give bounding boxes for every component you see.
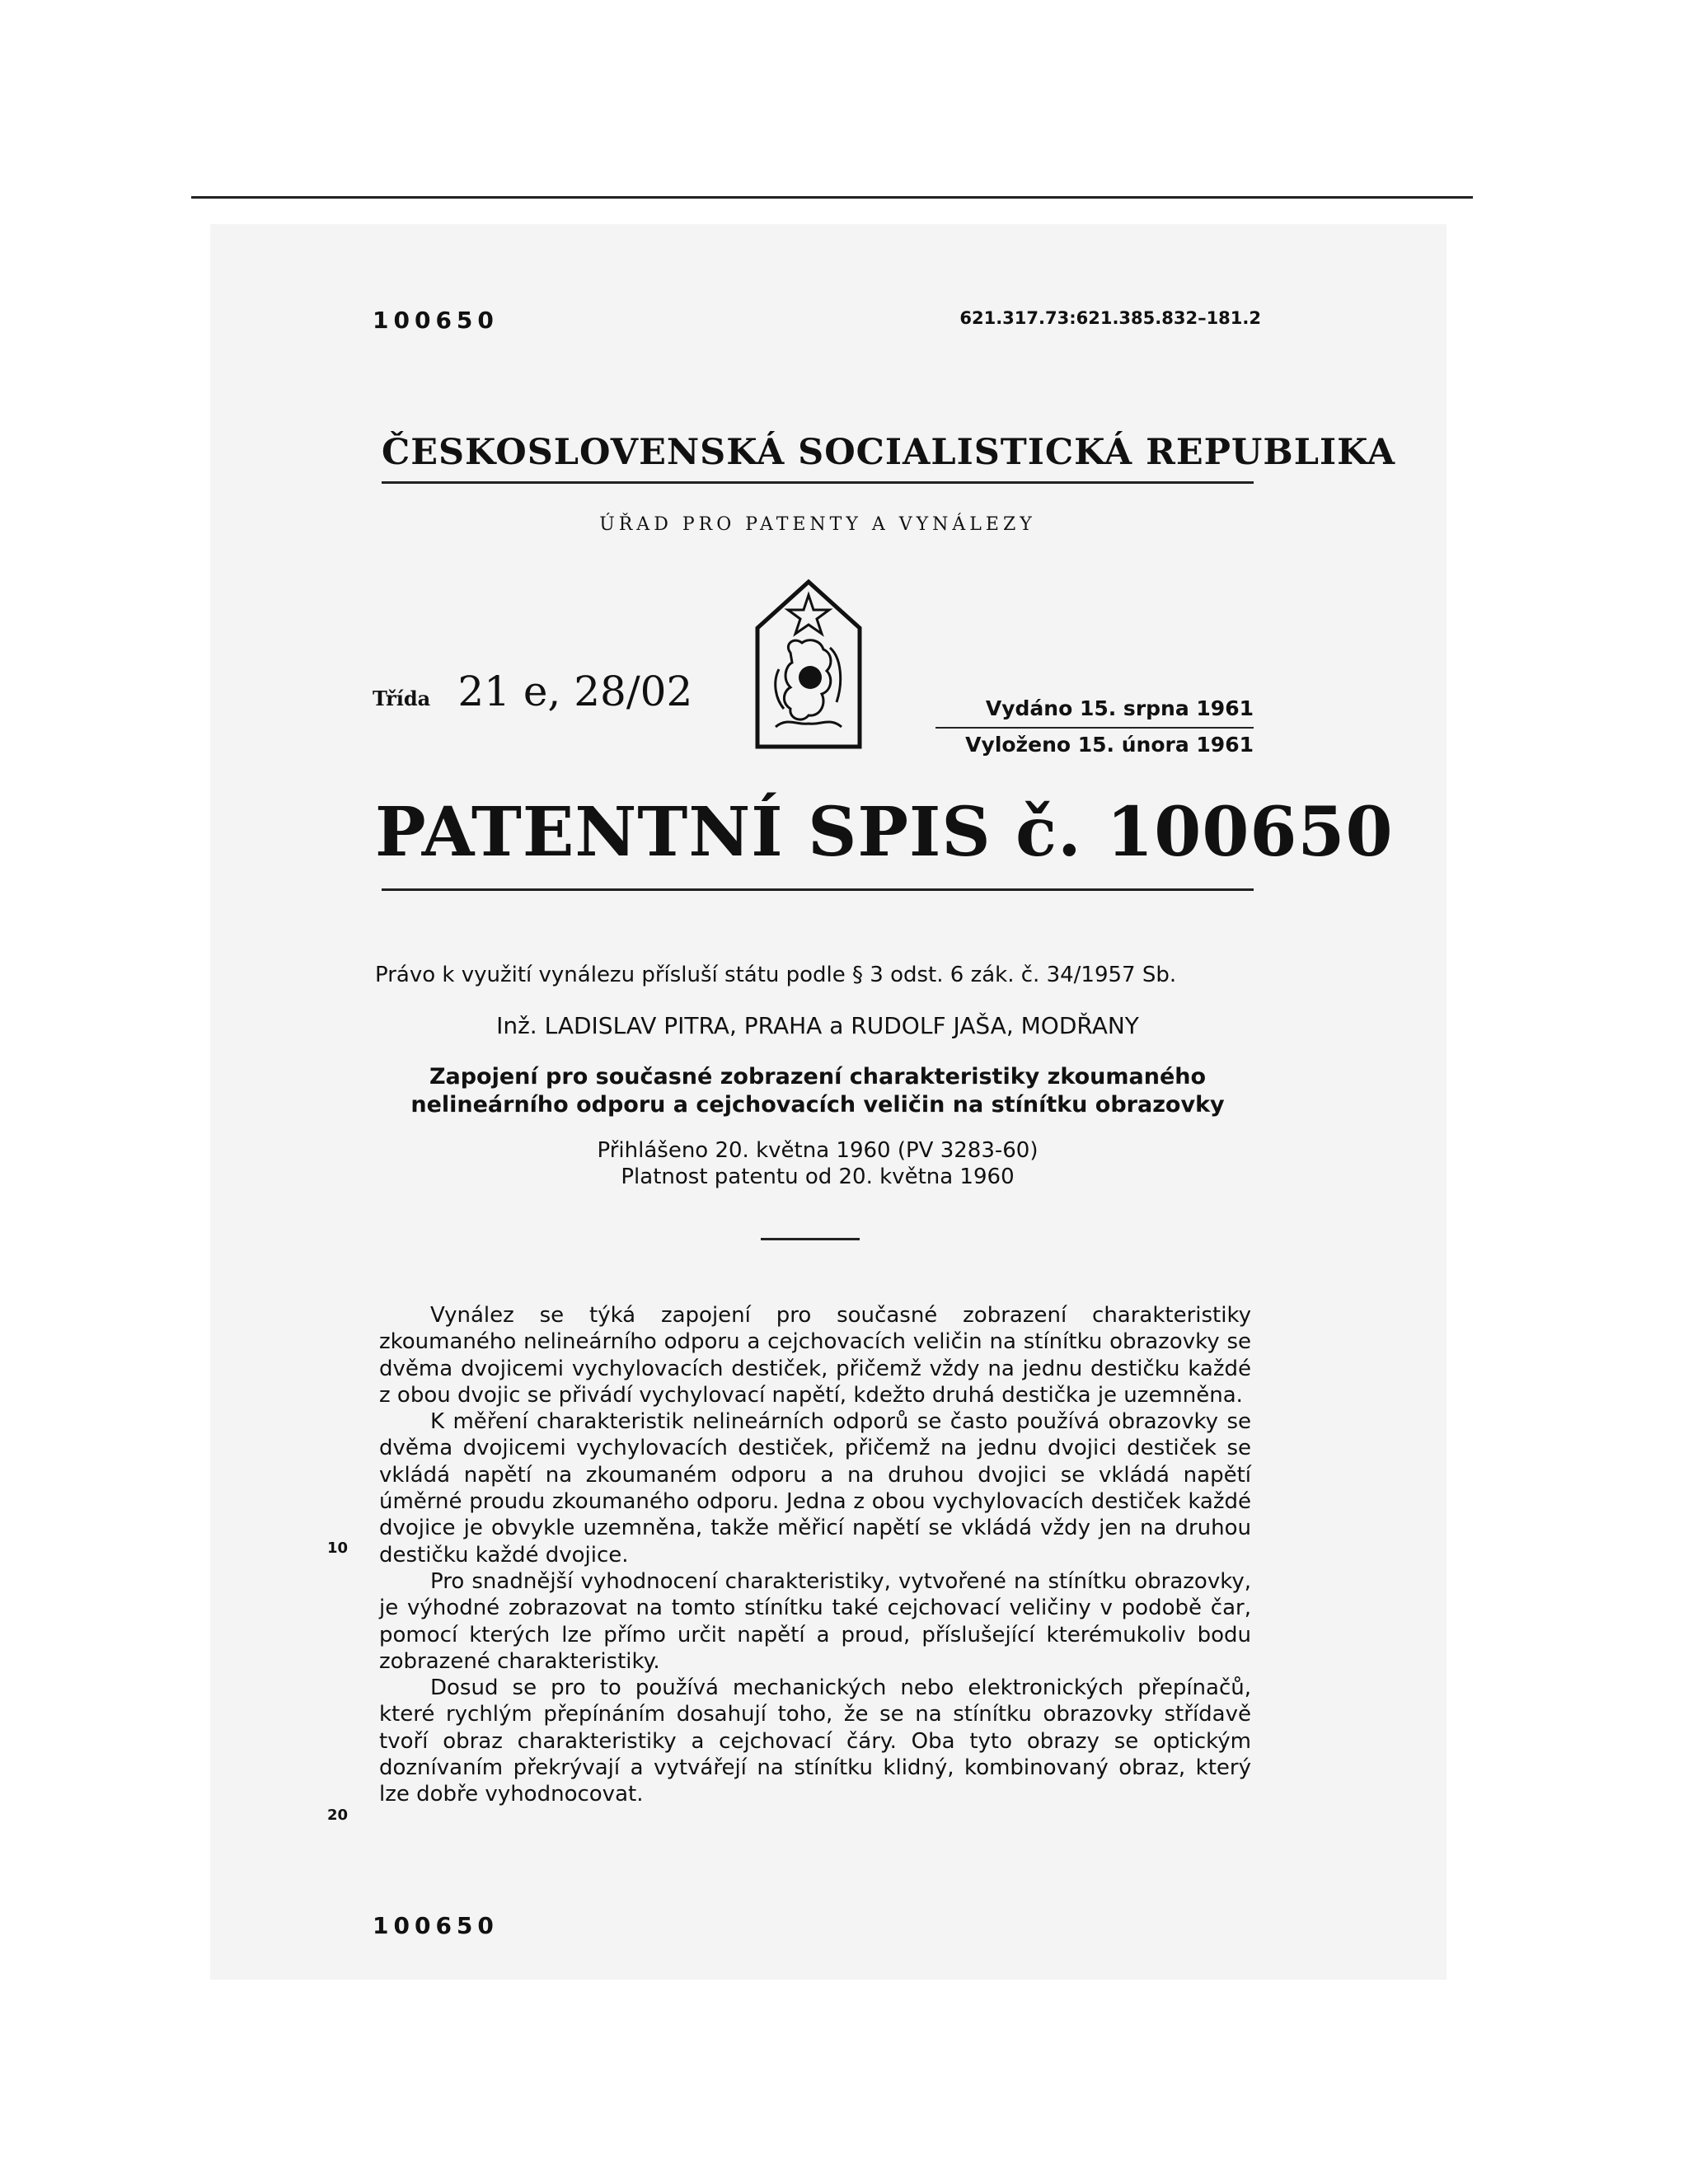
udc-code: 621.317.73:621.385.832–181.2 — [959, 308, 1261, 328]
laid-open-date: Vyloženo 15. února 1961 — [965, 733, 1254, 757]
classification — [373, 668, 692, 715]
filing-line: Platnost patentu od 20. května 1960 — [621, 1165, 1015, 1189]
coat-of-arms-icon — [751, 579, 866, 752]
line-number: 10 — [327, 1540, 349, 1557]
authors: Inž. LADISLAV PITRA, PRAHA a RUDOLF JAŠA, MODŘANY — [496, 1012, 1139, 1039]
dates-rule — [935, 727, 1254, 729]
classification-label: Třída — [373, 687, 431, 710]
republic-rule — [382, 481, 1254, 484]
body-paragraph: Pro snadnější vyhodnocení charakteristiky, vytvořené na stínítku obrazovky, je výhodné zobrazovat na tomto stínítku také cejchovací veličiny v podobě čar, pomocí kterých lze přímo určit napětí a proud, příslušející kterémukoliv bodu zobrazené charakteristiky. — [379, 1568, 1251, 1674]
section-divider — [761, 1238, 860, 1240]
scanned-page — [210, 224, 1447, 1980]
invention-title-line: Zapojení pro současné zobrazení charakteristiky zkoumaného — [429, 1064, 1207, 1090]
filing-line: Přihlášeno 20. května 1960 (PV 3283-60) — [597, 1138, 1039, 1163]
issued-date: Vydáno 15. srpna 1961 — [985, 696, 1254, 720]
doc-number-top: 100650 — [373, 307, 499, 334]
body-paragraph: Vynález se týká zapojení pro současné zobrazení charakteristiky zkoumaného nelineárního odporu a cejchovacích veličin na stínítku obrazovky se dvěma dvojicemi vychylovacích destiček, přičemž vždy na jednu destičku každé z obou dvojic se přivádí vychylovací napětí, kdežto druhá destička je uzemněna. — [379, 1303, 1251, 1408]
line-number: 20 — [327, 1807, 349, 1824]
body-text — [379, 1302, 1251, 1808]
filing-info — [210, 1137, 1425, 1190]
patent-title: PATENTNÍ SPIS č. 100650 — [375, 793, 1394, 872]
doc-number-bottom: 100650 — [373, 1912, 499, 1939]
invention-title — [210, 1063, 1425, 1119]
top-rule — [191, 196, 1473, 199]
body-paragraph: Dosud se pro to používá mechanických nebo elektronických přepínačů, které rychlým přepínáním dosahují toho, že se na stínítku obrazovky střídavě tvoří obraz charakteristiky a cejchovací čáry. Oba tyto obrazy se optickým doznívaním překrývají a vytvářejí na stínítku klidný, kombinovaný obraz, který lze dobře vyhodnocovat. — [379, 1675, 1251, 1807]
rights-statement: Právo k využití vynálezu přísluší státu podle § 3 odst. 6 zák. č. 34/1957 Sb. — [375, 963, 1177, 987]
office-name: ÚŘAD PRO PATENTY A VYNÁLEZY — [599, 514, 1036, 535]
body-paragraph: K měření charakteristik nelineárních odporů se často používá obrazovky se dvěma dvojicemi vychylovacích destiček, přičemž na jednu dvojici destiček se vkládá napětí na zkoumaném odporu a na druhou dvojici se vkládá napětí úměrné proudu zkoumaného odporu. Jedna z obou vychylovacích destiček každé dvojice je obvykle uzemněna, takže měřicí napětí se vkládá vždy jen na druhou destičku každé dvojice. — [379, 1409, 1251, 1568]
classification-value: 21 e, 28/02 — [457, 668, 693, 715]
title-rule — [382, 888, 1254, 891]
republic-heading: ČESKOSLOVENSKÁ SOCIALISTICKÁ REPUBLIKA — [382, 432, 1396, 473]
invention-title-line: nelineárního odporu a cejchovacích veličin na stínítku obrazovky — [410, 1092, 1225, 1118]
